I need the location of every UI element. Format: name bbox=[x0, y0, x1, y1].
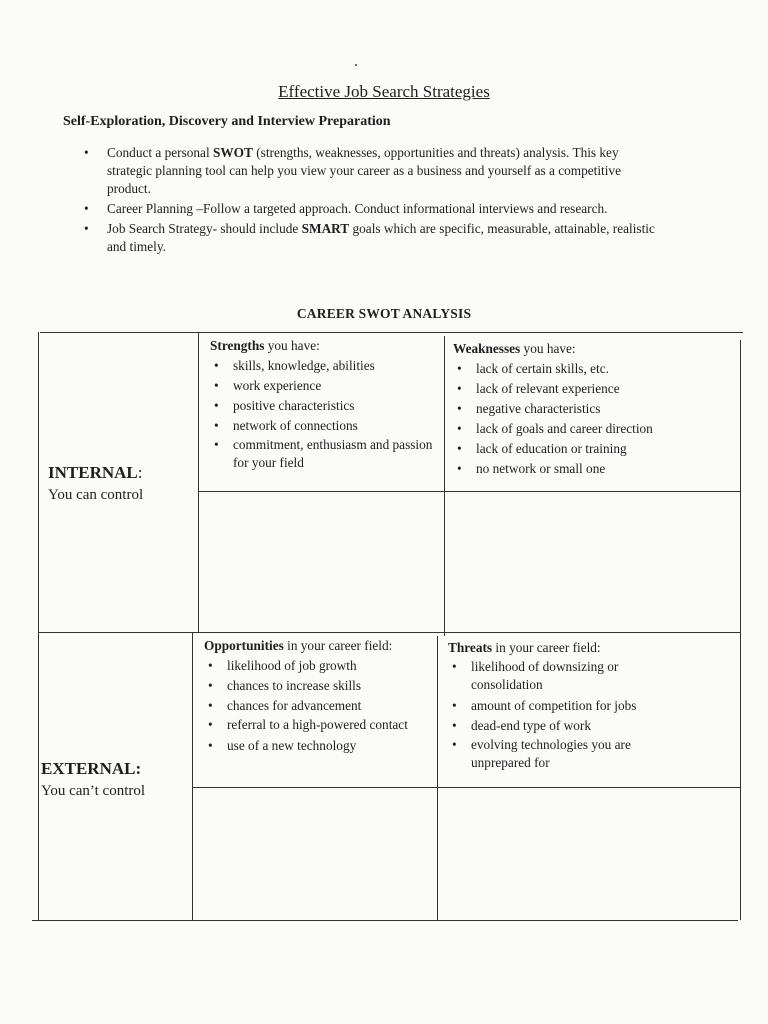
list-item: • evolving technologies you are unprepared for bbox=[448, 736, 718, 772]
list-item: • lack of certain skills, etc. bbox=[453, 359, 723, 379]
list-item: • negative characteristics bbox=[453, 399, 723, 419]
opportunities-cell bbox=[204, 636, 432, 756]
table-col-divider-2 bbox=[444, 336, 445, 636]
swot-title: CAREER SWOT ANALYSIS bbox=[296, 306, 472, 321]
threats-list bbox=[448, 658, 718, 772]
intro-item-career-planning: • Career Planning –Follow a targeted approach. Conduct informational interviews and research. bbox=[80, 200, 660, 218]
internal-heading: INTERNAL bbox=[48, 463, 138, 482]
table-col-divider-1 bbox=[198, 332, 199, 632]
list-item: • positive characteristics bbox=[210, 396, 440, 416]
strengths-cell bbox=[210, 336, 440, 474]
list-item: • work experience bbox=[210, 376, 440, 396]
external-sub: You can’t control bbox=[41, 783, 146, 799]
list-item: • referral to a high-powered contact bbox=[204, 716, 432, 734]
scan-speck bbox=[355, 64, 357, 66]
list-item: • use of a new technology bbox=[204, 736, 432, 756]
list-item: • lack of relevant experience bbox=[453, 379, 723, 399]
list-item: • lack of goals and career direction bbox=[453, 419, 723, 439]
threats-cell bbox=[448, 638, 718, 774]
strengths-list bbox=[210, 356, 440, 472]
external-heading: EXTERNAL: bbox=[41, 759, 142, 778]
weaknesses-cell bbox=[453, 339, 723, 479]
list-item: • no network or small one bbox=[453, 459, 723, 479]
list-item: • skills, knowledge, abilities bbox=[210, 356, 440, 376]
table-top-border bbox=[40, 332, 743, 333]
threats-heading: Threats in your career field: bbox=[448, 640, 601, 655]
intro-list bbox=[80, 144, 660, 258]
table-right-border bbox=[740, 340, 741, 920]
document-subtitle: Self-Exploration, Discovery and Interview Preparation bbox=[63, 114, 391, 129]
table-col-divider-2b bbox=[437, 636, 438, 920]
list-item: • dead-end type of work bbox=[448, 716, 718, 736]
document-title: Effective Job Search Strategies bbox=[278, 82, 490, 101]
opportunities-list bbox=[204, 656, 432, 756]
strengths-weakness-rule bbox=[198, 491, 740, 492]
internal-sub: You can control bbox=[48, 487, 144, 503]
list-item: • chances for advancement bbox=[204, 696, 432, 716]
table-col-divider-1b bbox=[192, 632, 193, 920]
table-left-border bbox=[38, 332, 39, 920]
opportunities-heading: Opportunities in your career field: bbox=[204, 638, 393, 653]
intro-item-swot: • Conduct a personal SWOT (strengths, weaknesses, opportunities and threats) analysis. This key strategic planning tool can help you view your career as a business and yourself as a competitive product. bbox=[80, 144, 660, 198]
list-item: • amount of competition for jobs bbox=[448, 696, 718, 716]
internal-external-rule bbox=[38, 632, 740, 633]
internal-label bbox=[48, 462, 143, 506]
weaknesses-heading: Weaknesses you have: bbox=[453, 341, 576, 356]
opp-threat-rule bbox=[192, 787, 740, 788]
list-item: • likelihood of job growth bbox=[204, 656, 432, 676]
list-item: • network of connections bbox=[210, 416, 440, 436]
strengths-heading: Strengths you have: bbox=[210, 338, 320, 353]
internal-colon: : bbox=[137, 463, 143, 482]
table-bottom-border bbox=[32, 920, 738, 921]
list-item: • commitment, enthusiasm and passion for your field bbox=[210, 436, 440, 472]
external-label bbox=[41, 758, 145, 802]
list-item: • lack of education or training bbox=[453, 439, 723, 459]
intro-item-job-search: • Job Search Strategy- should include SMART goals which are specific, measurable, attainable, realistic and timely. bbox=[80, 220, 660, 256]
list-item: • likelihood of downsizing or consolidation bbox=[448, 658, 718, 694]
weaknesses-list bbox=[453, 359, 723, 479]
list-item: • chances to increase skills bbox=[204, 676, 432, 696]
